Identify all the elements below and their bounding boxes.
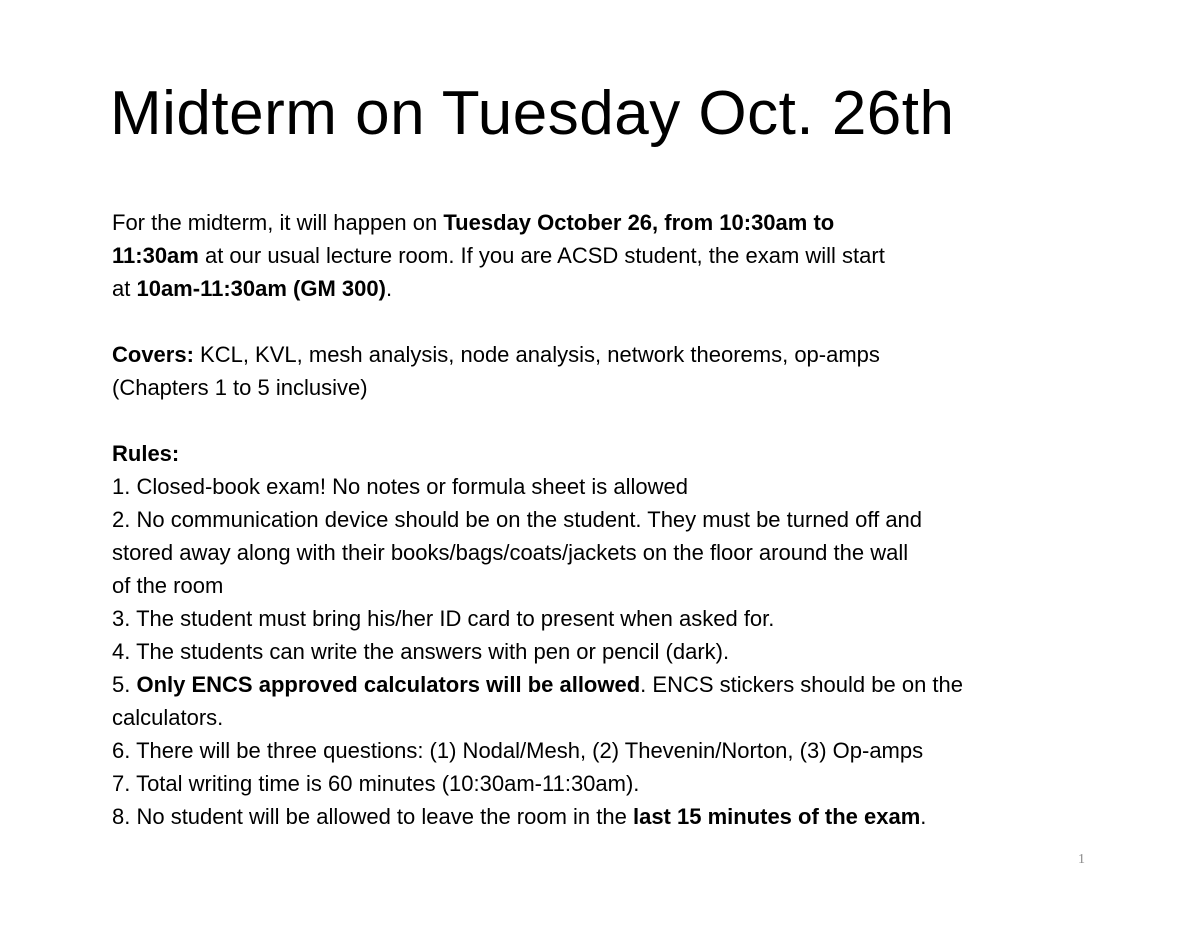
covers-label: Covers: bbox=[112, 342, 194, 367]
covers-line-2: (Chapters 1 to 5 inclusive) bbox=[112, 375, 368, 400]
intro-time-bold: 11:30am bbox=[112, 243, 199, 268]
rule-8-bold: last 15 minutes of the exam bbox=[632, 804, 921, 829]
acsd-time-room-bold: 10am-11:30am (GM 300) bbox=[136, 276, 386, 301]
covers-topics: KCL, KVL, mesh analysis, node analysis, network theorems, op-amps bbox=[193, 342, 880, 367]
rule-2-line-3: of the room bbox=[112, 573, 224, 598]
rule-8 bbox=[112, 800, 1072, 833]
slide-body bbox=[112, 206, 1072, 833]
intro-text-3: at bbox=[112, 276, 137, 301]
rule-5-bold: Only ENCS approved calculators will be allowed bbox=[136, 672, 641, 697]
intro-date-bold: Tuesday October 26, from 10:30am to bbox=[443, 210, 835, 235]
rule-1: 1. Closed-book exam! No notes or formula sheet is allowed bbox=[112, 474, 688, 499]
rule-2-line-2: stored away along with their books/bags/coats/jackets on the floor around the wall bbox=[112, 540, 909, 565]
rule-5-line-1 bbox=[112, 668, 1072, 701]
rule-8-text: 8. No student will be allowed to leave the room in the bbox=[112, 804, 633, 829]
spacer bbox=[112, 305, 1072, 338]
page-number: 1 bbox=[1078, 852, 1085, 867]
rule-3: 3. The student must bring his/her ID card to present when asked for. bbox=[112, 606, 775, 631]
rule-2-line-1: 2. No communication device should be on the student. They must be turned off and bbox=[112, 507, 923, 532]
rules-heading: Rules: bbox=[112, 441, 180, 466]
intro-text-1: For the midterm, it will happen on bbox=[112, 210, 444, 235]
intro-text-2: at our usual lecture room. If you are ACSD student, the exam will start bbox=[198, 243, 885, 268]
rule-5-number: 5. bbox=[112, 672, 137, 697]
rule-5-text: . ENCS stickers should be on the bbox=[640, 672, 963, 697]
rule-7: 7. Total writing time is 60 minutes (10:30am-11:30am). bbox=[112, 771, 640, 796]
intro-line-3 bbox=[112, 272, 1072, 305]
rule-6: 6. There will be three questions: (1) Nodal/Mesh, (2) Thevenin/Norton, (3) Op-amps bbox=[112, 738, 924, 763]
intro-line-2 bbox=[112, 239, 1072, 272]
rule-8-suffix: . bbox=[920, 804, 927, 829]
intro-line-1 bbox=[112, 206, 1072, 239]
spacer bbox=[112, 404, 1072, 437]
covers-line-1 bbox=[112, 338, 1072, 371]
rule-4: 4. The students can write the answers with pen or pencil (dark). bbox=[112, 639, 730, 664]
intro-text-4: . bbox=[385, 276, 393, 301]
slide-title: Midterm on Tuesday Oct. 26th bbox=[110, 79, 955, 148]
rule-5-line-2: calculators. bbox=[112, 705, 224, 730]
